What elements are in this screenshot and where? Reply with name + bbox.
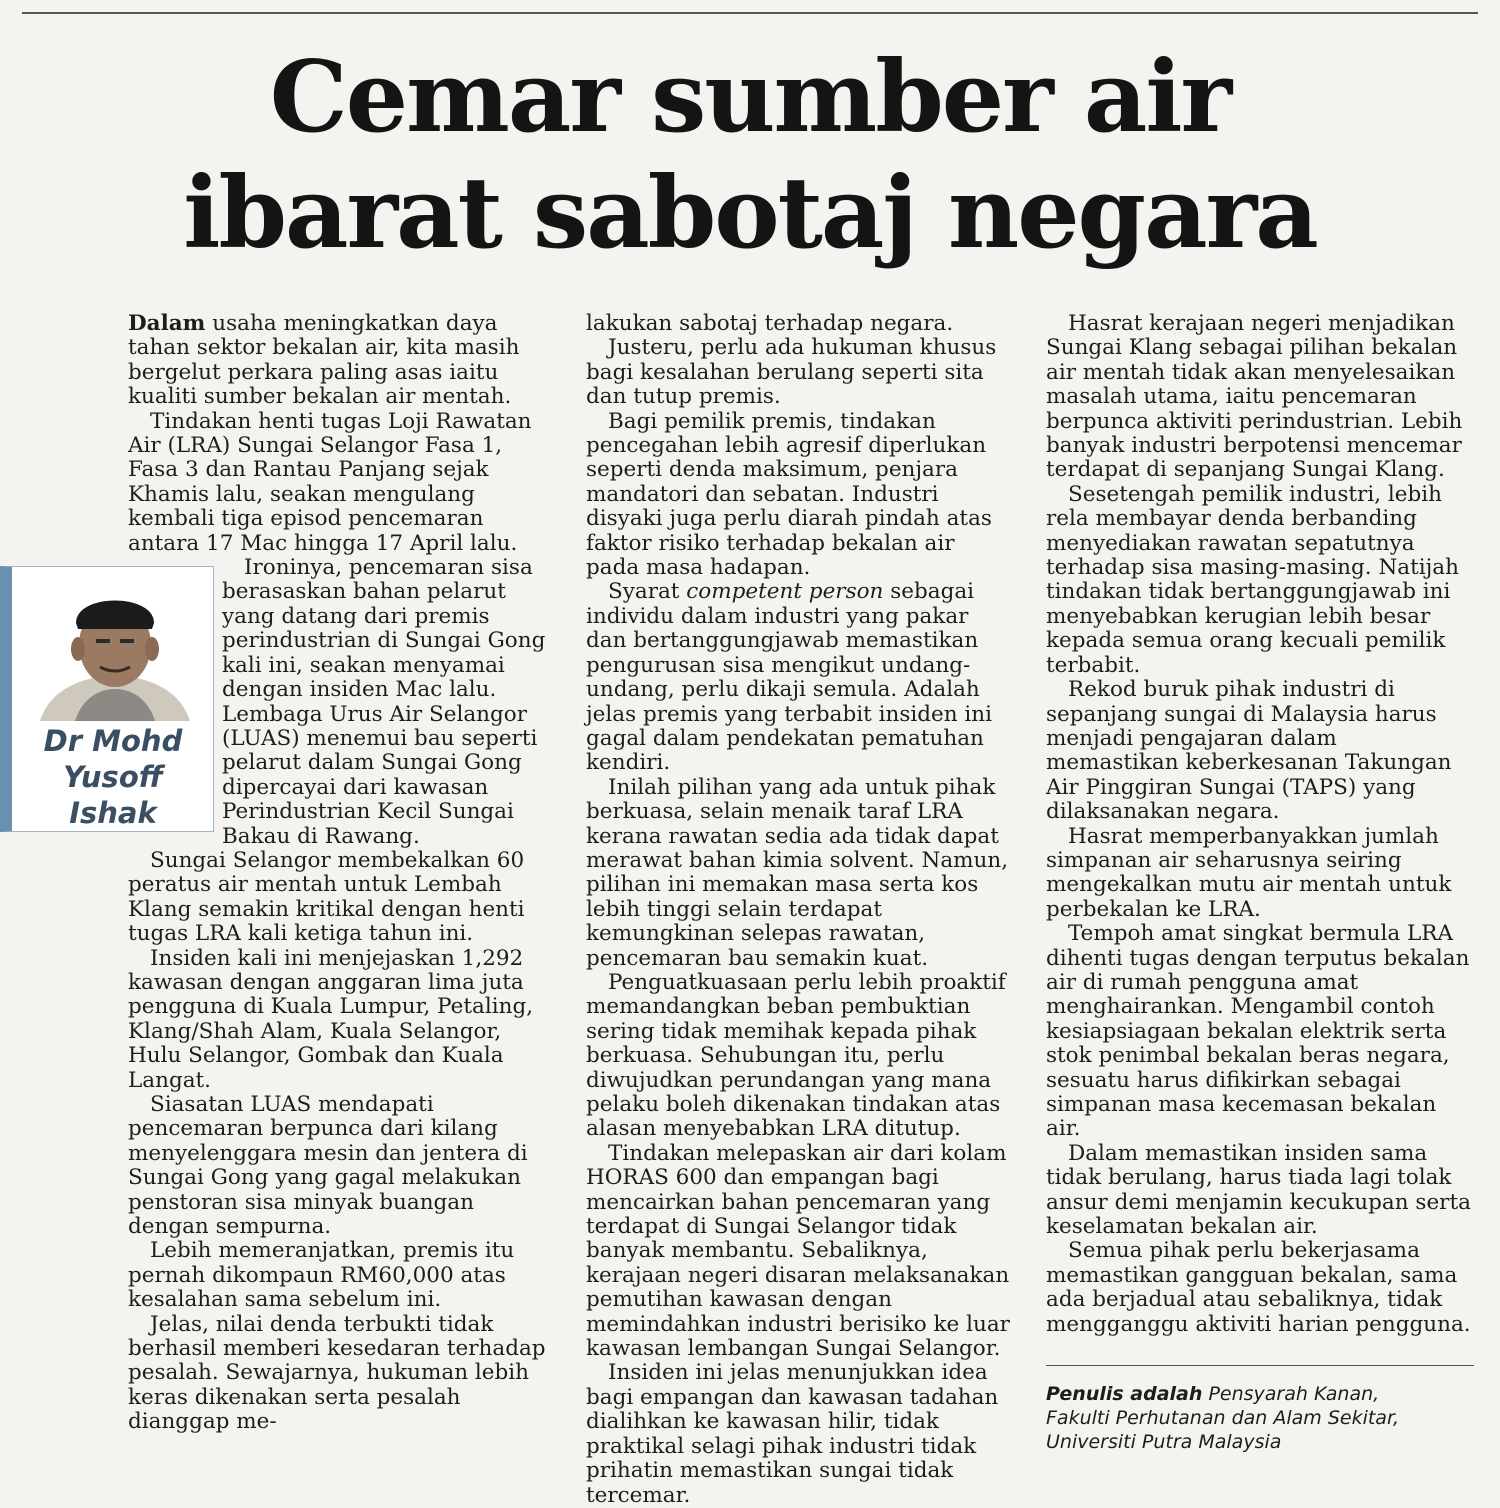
paragraph: Tindakan henti tugas Loji Rawatan Air (LRA) Sungai Selangor Fasa 1, Fasa 3 dan Rantau Panjang sejak Khamis lalu, seakan mengulang kembali tiga episod pencemaran antara 17 Mac hingga 17 April lalu. xyxy=(128,408,532,556)
divider xyxy=(1046,1365,1474,1366)
paragraph: Bagi pemilik premis, tindakan pencegahan lebih agresif diperlukan seperti denda maksimum, penjara mandatori dan sebatan. Industri disyaki juga perlu diarah pindah atas faktor risiko terhadap bekalan air pada masa hadapan. xyxy=(586,408,992,581)
paragraph: Jelas, nilai denda terbukti tidak berhasil memberi kesedaran terhadap pesalah. Sewajarnya, hukuman lebih keras dikenakan serta pesalah dianggap me- xyxy=(128,1311,546,1435)
paragraph: Sungai Selangor membekalkan 60 peratus air mentah untuk Lembah Klang semakin kritikal dengan henti tugas LRA kali ketiga tahun ini. xyxy=(128,847,525,947)
author-portrait-icon xyxy=(20,571,210,721)
column-1 xyxy=(43,311,554,1435)
paragraph: Ironinya, pencemaran sisa berasaskan bahan pelarut yang datang dari premis perindustrian di Sungai Gong kali ini, seakan menyamai dengan insiden Mac lalu. Lembaga Urus Air Selangor (LUAS) menemui bau seperti pelarut dalam Sungai Gong dipercayai dari kawasan Perindustrian Kecil Sungai Bakau di Rawang. xyxy=(222,555,546,849)
paragraph: Siasatan LUAS mendapati pencemaran berpunca dari kilang menyelenggara mesin dan jentera di Sungai Gong yang gagal melakukan penstoran sisa minyak buangan dengan sempurna. xyxy=(128,1092,528,1240)
paragraph: Tindakan melepaskan air dari kolam HORAS 600 dan empangan bagi mencairkan bahan pencemaran yang terdapat di Sungai Selangor tidak banyak membantu. Sebaliknya, kerajaan negeri disaran melaksanakan pemutihan kawasan dengan memindahkan industri berisiko ke luar kawasan lembangan Sungai Selangor. xyxy=(586,1140,1010,1362)
headline-line-2: ibarat sabotaj negara xyxy=(183,156,1317,271)
paragraph: Insiden ini jelas menunjukkan idea bagi empangan dan kawasan tadahan dialihkan ke kawasan hilir, tidak praktikal selagi pihak industri tidak prihatin memastikan sungai tidak tercemar. xyxy=(586,1360,999,1508)
column-2 xyxy=(586,312,1014,1508)
headline xyxy=(0,40,1500,272)
emphasis: competent person xyxy=(686,579,884,605)
column-3 xyxy=(1046,312,1474,1454)
paragraph: Justeru, perlu ada hukuman khusus bagi kesalahan berulang seperti sita dan tutup premis. xyxy=(586,335,997,410)
paragraph: lakukan sabotaj terhadap negara. xyxy=(586,311,954,336)
paragraph: Rekod buruk pihak industri di sepanjang sungai di Malaysia harus menjadi pengajaran dalam memastikan keberkesanan Takungan Air Pinggiran Sungai (TAPS) yang dilaksanakan negara. xyxy=(1046,677,1452,825)
paragraph: Hasrat memperbanyakkan jumlah simpanan air seharusnya seiring mengekalkan mutu air mentah untuk perbekalan ke LRA. xyxy=(1046,823,1452,922)
paragraph: Inilah pilihan yang ada untuk pihak berkuasa, selain menaik taraf LRA kerana rawatan sedia ada tidak dapat merawat bahan kimia solvent. Namun, pilihan ini memakan masa serta kos lebih tinggi selain terdapat kemungkinan selepas rawatan, pencemaran bau semakin kuat. xyxy=(586,774,1009,971)
lead-word: Dalam xyxy=(128,311,206,336)
paragraph: Tempoh amat singkat bermula LRA dihenti tugas dengan terputus bekalan air di rumah pengguna amat menghairankan. Mengambil contoh kesiapsiagaan bekalan elektrik serta stok penimbal bekalan beras negara, sesuatu harus difikirkan sebagai simpanan masa kecemasan bekalan air. xyxy=(1046,921,1470,1142)
paragraph: Dalam memastikan insiden sama tidak berulang, harus tiada lagi tolak ansur demi menjamin kecukupan serta keselamatan bekalan air. xyxy=(1046,1140,1471,1240)
paragraph: Penguatkuasaan perlu lebih proaktif memandangkan beban pembuktian sering tidak memihak kepada pihak berkuasa. Sehubungan itu, perlu diwujudkan perundangan yang mana pelaku boleh dikenakan tindakan atas alasan menyebabkan LRA ditutup. xyxy=(586,969,1006,1142)
paragraph: Lebih memeranjatkan, premis itu pernah dikompaun RM60,000 atas kesalahan sama sebelum ini. xyxy=(128,1238,515,1313)
paragraph: Sesetengah pemilik industri, lebih rela membayar denda berbanding menyediakan rawatan sepatutnya terhadap sisa masing-masing. Natijah tindakan tidak bertanggungjawab ini menyebabkan kerugian lebih besar kepada semua orang kecuali pemilik terbabit. xyxy=(1046,481,1459,678)
top-rule xyxy=(22,12,1478,14)
paragraph: Syarat competent person sebagai individu dalam industri yang pakar dan bertanggungjawab memastikan pengurusan sisa mengikut undang-undang, perlu dikaji semula. Adalah jelas premis yang terbabit insiden ini gagal dalam pendekatan pematuhan kendiri. xyxy=(586,579,992,776)
headline-line-1: Cemar sumber air xyxy=(269,40,1231,155)
author-name: Dr Mohd Yusoff Ishak xyxy=(43,724,183,831)
paragraph: Dalam usaha meningkatkan daya tahan sektor bekalan air, kita masih bergelut perkara paling asas iaitu kualiti sumber bekalan air mentah. xyxy=(128,311,520,410)
author-note: Penulis adalah Pensyarah Kanan, Fakulti Perhutanan dan Alam Sekitar, Universiti Putra Malaysia xyxy=(1046,1383,1400,1454)
paragraph: Hasrat kerajaan negeri menjadikan Sungai Klang sebagai pilihan bekalan air mentah tidak akan menyelesaikan masalah utama, iaitu pencemaran berpunca aktiviti perindustrian. Lebih banyak industri berpotensi mencemar terdapat di sepanjang Sungai Klang. xyxy=(1046,311,1463,483)
paragraph: Insiden kali ini menjejaskan 1,292 kawasan dengan anggaran lima juta pengguna di Kuala Lumpur, Petaling, Klang/Shah Alam, Kuala Selangor, Hulu Selangor, Gombak dan Kuala Langat. xyxy=(128,945,534,1093)
paragraph: Semua pihak perlu bekerjasama memastikan gangguan bekalan, sama ada berjadual atau sebaliknya, tidak mengganggu aktiviti harian pengguna. xyxy=(1046,1238,1471,1337)
author-box xyxy=(0,566,214,832)
